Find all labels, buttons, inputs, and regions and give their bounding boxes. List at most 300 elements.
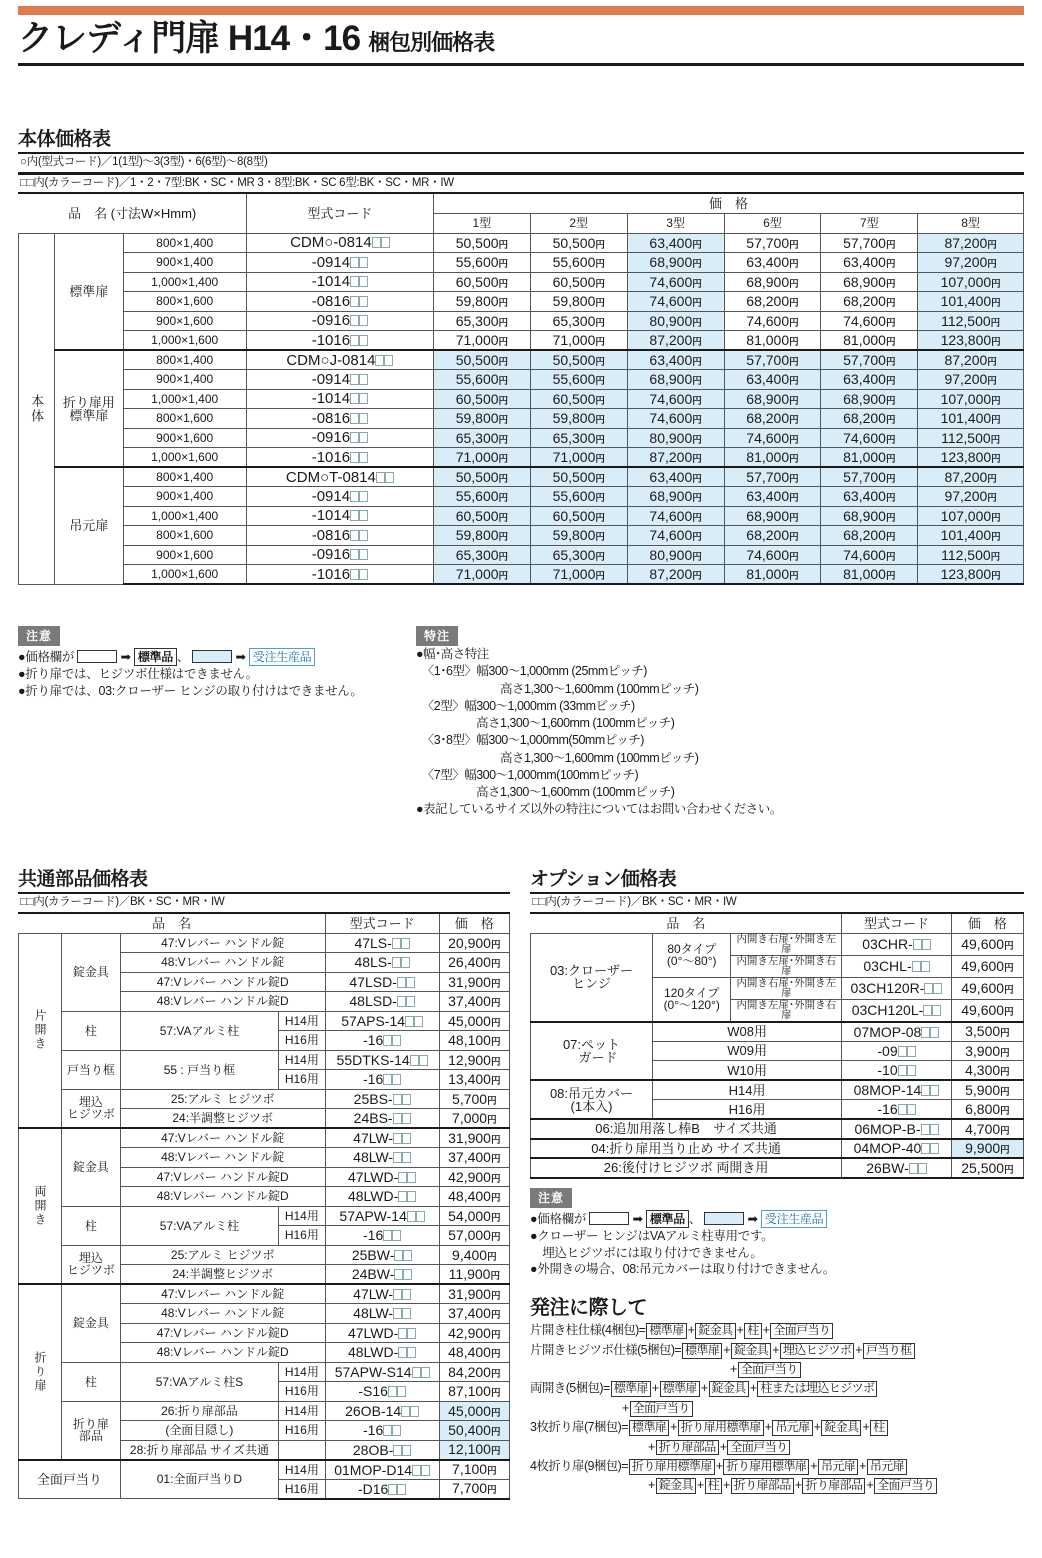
ordering-component: 吊元扉	[867, 1459, 907, 1475]
yen-unit: 円	[498, 395, 509, 407]
table-row	[19, 1284, 510, 1304]
price-value: 87,200	[944, 234, 988, 251]
parts-variant: H16用	[279, 1226, 326, 1246]
body-price-cell	[724, 292, 821, 312]
color-code-box	[359, 257, 368, 268]
option-item-name: 04:折り扉用当り止め サイズ共通	[531, 1139, 842, 1159]
price-value: 57,700	[843, 351, 886, 368]
parts-footer-label: 全面戸当り	[19, 1460, 121, 1499]
color-code-box	[398, 1328, 407, 1339]
color-code-box	[402, 1133, 411, 1144]
body-size-cell: 900×1,600	[123, 545, 246, 565]
price-col-2: 2型	[530, 214, 627, 234]
body-price-cell	[433, 506, 530, 526]
body-size-cell: 800×1,600	[123, 409, 246, 429]
parts-price	[439, 1128, 509, 1148]
body-code-cell	[246, 253, 433, 273]
body-price-cell	[724, 565, 821, 585]
price-value: 37,400	[448, 1149, 491, 1166]
model-code-text: 03CHL-	[863, 958, 912, 975]
yen-unit: 円	[595, 493, 605, 505]
parts-price	[439, 1187, 509, 1207]
option-legend-standard: 標準品	[646, 1210, 689, 1228]
parts-price	[439, 1167, 509, 1187]
body-price-cell	[433, 370, 530, 390]
parts-price	[439, 1460, 509, 1480]
parts-price	[439, 1245, 509, 1265]
body-price-cell	[433, 487, 530, 507]
yen-unit: 円	[498, 278, 509, 290]
price-value: 57,700	[746, 468, 790, 485]
option-code	[842, 999, 952, 1022]
option-group-label: 07:ペット ガード	[531, 1022, 653, 1081]
color-code-box	[912, 961, 921, 972]
yen-unit: 円	[1000, 1066, 1010, 1078]
price-value: 87,200	[944, 468, 988, 485]
body-size-cell: 1,000×1,400	[123, 389, 246, 409]
parts-price	[439, 1148, 509, 1168]
model-code-text: 48LS-	[354, 954, 392, 971]
body-price-cell	[530, 253, 627, 273]
body-price-cell	[433, 526, 530, 546]
table-row	[19, 272, 1024, 292]
body-price-cell	[627, 253, 724, 273]
price-value: 63,400	[843, 371, 886, 388]
yen-unit: 円	[490, 1173, 501, 1185]
body-price-cell	[918, 331, 1024, 351]
yen-unit: 円	[991, 570, 1001, 582]
yen-unit: 円	[1004, 984, 1014, 996]
table-row	[19, 526, 1024, 546]
body-price-cell	[530, 428, 627, 448]
body-price-cell	[530, 565, 627, 585]
yen-unit: 円	[595, 376, 605, 388]
yen-unit: 円	[490, 1368, 501, 1380]
price-value: 60,500	[552, 507, 596, 524]
option-price	[951, 1022, 1023, 1042]
color-code-box	[421, 1465, 430, 1476]
yen-unit: 円	[692, 278, 702, 290]
color-code-box	[898, 1065, 907, 1076]
table-row	[19, 448, 1024, 468]
color-code-box	[350, 276, 359, 287]
parts-item-name: 47:Vレバー ハンドル錠	[120, 1128, 325, 1148]
table-row	[19, 1011, 510, 1031]
color-code-box	[921, 961, 930, 972]
price-value: 74,600	[746, 429, 790, 446]
body-price-cell	[433, 467, 530, 487]
price-value: 49,600	[961, 979, 1005, 996]
yen-unit: 円	[885, 434, 896, 446]
top-accent-bar	[18, 6, 1024, 15]
yen-unit: 円	[1000, 1125, 1010, 1137]
price-value: 81,000	[843, 331, 886, 348]
model-code-text: -0916	[311, 546, 351, 564]
yen-unit: 円	[692, 473, 702, 485]
color-code-box	[403, 1250, 412, 1261]
price-value: 101,400	[940, 410, 992, 427]
body-price-cell	[821, 448, 918, 468]
yen-unit: 円	[987, 259, 997, 271]
parts-code	[325, 1206, 439, 1226]
yen-unit: 円	[498, 376, 509, 388]
yen-unit: 円	[692, 317, 702, 329]
color-code-box	[403, 1269, 412, 1280]
body-price-cell	[433, 331, 530, 351]
tokuchu-line-8: 〈7型〉幅300〜1,000mm(100mmピッチ)	[416, 767, 639, 782]
price-value: 48,400	[448, 1344, 491, 1361]
yen-unit: 円	[991, 395, 1001, 407]
color-code-box	[933, 983, 942, 994]
body-price-cell	[627, 428, 724, 448]
color-code-box	[392, 1230, 401, 1241]
body-size-cell: 1,000×1,400	[123, 506, 246, 526]
parts-code	[325, 1284, 439, 1304]
ordering-component: 全面戸当り	[738, 1362, 801, 1378]
yen-unit: 円	[1000, 1105, 1010, 1117]
parts-price	[439, 992, 509, 1012]
parts-price	[439, 1323, 509, 1343]
ordering-component: 全面戸当り	[770, 1323, 833, 1339]
parts-code	[325, 933, 439, 953]
option-code	[842, 1041, 952, 1061]
parts-subgroup-label: 柱	[62, 1362, 121, 1401]
price-value: 112,500	[941, 429, 991, 446]
parts-subgroup-label: 錠金具	[62, 1284, 121, 1362]
price-value: 25,500	[961, 1159, 1005, 1176]
model-code-text: -1014	[311, 507, 351, 525]
yen-unit: 円	[789, 532, 799, 544]
parts-price	[439, 1284, 509, 1304]
body-price-cell	[821, 565, 918, 585]
option-code	[842, 1119, 952, 1139]
body-size-cell: 800×1,400	[123, 467, 246, 487]
ordering-component: 全面戸当り	[630, 1401, 693, 1417]
parts-item-name: 24:半調整ヒジツボ	[120, 1265, 325, 1285]
body-price-cell	[918, 350, 1024, 370]
parts-item-name: 47:Vレバー ハンドル錠	[120, 1284, 325, 1304]
yen-unit: 円	[789, 336, 799, 348]
model-code-text: -09	[877, 1042, 898, 1059]
price-value: 68,900	[843, 390, 886, 407]
color-code-box	[359, 530, 368, 541]
option-price	[951, 933, 1023, 955]
col-head-code: 型式コード	[246, 194, 433, 233]
price-value: 112,500	[941, 312, 991, 329]
price-value: 13,400	[448, 1071, 491, 1088]
price-value: 68,900	[649, 488, 693, 505]
price-value: 63,400	[649, 234, 693, 251]
yen-unit: 円	[1004, 962, 1014, 974]
price-value: 65,300	[455, 429, 499, 446]
price-value: 63,400	[843, 254, 886, 271]
option-type: 120タイプ (0°〜120°)	[652, 977, 730, 1022]
yen-unit: 円	[490, 1076, 501, 1088]
body-price-cell	[724, 409, 821, 429]
option-swatch-blue	[704, 1212, 744, 1225]
yen-unit: 円	[595, 336, 605, 348]
color-code-box	[350, 393, 359, 404]
model-code-text: 55DTKS-14	[336, 1051, 410, 1068]
parts-item-name: 25:アルミ ヒジツボ	[120, 1089, 325, 1109]
tokuchu-line-7: 高さ1,300〜1,600mm (100mmピッチ)	[416, 750, 699, 765]
yen-unit: 円	[990, 317, 1001, 329]
price-value: 74,600	[649, 527, 693, 544]
body-group-label: 本体	[19, 233, 55, 584]
price-value: 68,900	[649, 371, 693, 388]
ordering-component: 折り扉用標準扉	[723, 1459, 809, 1475]
body-price-cell	[530, 331, 627, 351]
price-value: 49,600	[961, 957, 1005, 974]
parts-price	[439, 1206, 509, 1226]
yen-unit: 円	[789, 453, 799, 465]
price-value: 63,400	[843, 488, 886, 505]
yen-unit: 円	[885, 453, 896, 465]
price-value: 63,400	[746, 488, 790, 505]
price-value: 65,300	[552, 312, 596, 329]
parts-variant	[279, 1440, 326, 1460]
ordering-component: 錠金具	[731, 1343, 771, 1359]
color-code-box	[402, 1094, 411, 1105]
price-col-4: 6型	[724, 214, 821, 234]
price-value: 81,000	[746, 448, 790, 465]
model-code-text: 48LWD-	[347, 1344, 399, 1361]
yen-unit: 円	[490, 998, 501, 1010]
ordering-component: 折り扉用標準扉	[629, 1459, 715, 1475]
color-code-box	[412, 1465, 421, 1476]
yen-unit: 円	[490, 1349, 501, 1361]
body-price-cell	[918, 370, 1024, 390]
ordering-component: 戸当り框	[863, 1343, 915, 1359]
table-row	[531, 1158, 1024, 1178]
parts-code	[325, 1401, 439, 1421]
color-code-box	[402, 1152, 411, 1163]
color-code-box	[406, 977, 415, 988]
parts-code	[325, 1245, 439, 1265]
table-row	[19, 350, 1024, 370]
yen-unit: 円	[789, 259, 799, 271]
body-price-cell	[530, 311, 627, 331]
ordering-line-1: 片開き柱仕様(4梱包)= 標準扉 + 錠金具 + 柱 + 全面戸当り	[530, 1321, 1024, 1340]
tokuchu-lines	[416, 646, 976, 819]
option-code	[842, 955, 952, 977]
color-code-box	[930, 1085, 939, 1096]
yen-unit: 円	[490, 1388, 501, 1400]
yen-unit: 円	[595, 259, 605, 271]
price-value: 68,900	[746, 273, 790, 290]
body-price-cell	[918, 389, 1024, 409]
color-code-box	[407, 1172, 416, 1183]
tokuchu-tag: 特注	[416, 626, 458, 646]
option-price	[951, 1041, 1023, 1061]
price-value: 54,000	[448, 1207, 491, 1224]
price-value: 37,400	[448, 1305, 491, 1322]
price-value: 107,000	[940, 390, 992, 407]
parts-price	[439, 1265, 509, 1285]
parts-price	[439, 1011, 509, 1031]
body-price-cell	[433, 448, 530, 468]
price-value: 42,900	[448, 1324, 491, 1341]
color-code-box	[907, 1046, 916, 1057]
option-price	[951, 999, 1023, 1022]
body-price-cell	[627, 272, 724, 292]
option-type: H16用	[652, 1100, 841, 1120]
color-code-box	[350, 374, 359, 385]
page-title-sub: 梱包別価格表	[368, 30, 495, 55]
parts-item-name: (全面目隠し)	[120, 1421, 278, 1441]
color-code-box	[924, 983, 933, 994]
parts-subgroup-label: 折り扉 部品	[62, 1401, 121, 1460]
parts-group-label: 両開き	[19, 1128, 62, 1284]
body-price-cell	[433, 311, 530, 331]
ordering-component: 折り扉用標準扉	[678, 1420, 764, 1436]
body-section-label: 折り扉用 標準扉	[55, 350, 123, 467]
model-code-text: 57APS-14	[341, 1012, 406, 1029]
yen-unit: 円	[487, 1485, 497, 1497]
price-value: 55,600	[455, 488, 499, 505]
body-price-cell	[918, 253, 1024, 273]
color-code-box	[359, 335, 368, 346]
body-price-heading: 本体価格表	[18, 129, 111, 150]
price-value: 68,200	[746, 527, 790, 544]
color-code-box	[397, 1484, 406, 1495]
parts-price	[439, 1050, 509, 1070]
option-notice-line-1: ●クローザー ヒンジはVAアルミ柱専用です。	[530, 1228, 774, 1243]
price-value: 31,900	[448, 973, 491, 990]
yen-unit: 円	[1000, 1145, 1010, 1157]
yen-unit: 円	[987, 356, 997, 368]
yen-unit: 円	[885, 473, 896, 485]
parts-variant: H14用	[279, 1050, 326, 1070]
color-code-box	[401, 1406, 410, 1417]
table-row	[19, 467, 1024, 487]
price-value: 60,500	[455, 390, 499, 407]
body-price-cell	[724, 545, 821, 565]
yen-unit: 円	[498, 512, 509, 524]
price-value: 3,900	[965, 1042, 1001, 1059]
option-detail: 内開き右扉･外開き左扉	[731, 933, 842, 955]
body-price-cell	[724, 311, 821, 331]
body-price-cell	[530, 409, 627, 429]
price-value: 68,900	[746, 390, 790, 407]
option-code	[842, 1061, 952, 1081]
table-row	[19, 506, 1024, 526]
body-notice-list	[18, 648, 398, 700]
body-price-table	[18, 194, 1024, 585]
price-value: 42,900	[448, 1168, 491, 1185]
color-code-box	[416, 1211, 425, 1222]
color-code-box	[388, 1386, 397, 1397]
body-code-cell	[246, 292, 433, 312]
body-code-cell	[246, 233, 433, 253]
color-code-box	[414, 1016, 423, 1027]
body-price-cell	[627, 448, 724, 468]
price-value: 59,800	[552, 293, 596, 310]
ordering-line-2: 片開きヒジツボ仕様(5梱包)= 標準扉 + 錠金具 + 埋込ヒジツボ + 戸当り框	[530, 1341, 1024, 1360]
body-price-cell	[627, 331, 724, 351]
color-code-box	[376, 472, 385, 483]
price-value: 55,600	[552, 371, 596, 388]
ordering-label: 3枚折り扉(7梱包)=	[530, 1420, 628, 1435]
yen-unit: 円	[692, 415, 702, 427]
price-value: 74,600	[746, 546, 790, 563]
body-price-cell	[821, 467, 918, 487]
option-price-section	[530, 864, 1024, 1496]
ordering-component: 標準扉	[611, 1381, 651, 1397]
color-code-box	[907, 1065, 916, 1076]
model-code-text: 04MOP-40	[853, 1140, 922, 1157]
yen-unit: 円	[885, 415, 896, 427]
parts-price	[439, 1362, 509, 1382]
color-code-box	[412, 1367, 421, 1378]
body-price-cell	[918, 409, 1024, 429]
color-code-box	[921, 1027, 930, 1038]
yen-unit: 円	[490, 1446, 501, 1458]
body-price-cell	[627, 311, 724, 331]
parts-code	[325, 1382, 439, 1402]
yen-unit: 円	[595, 239, 605, 251]
yen-unit: 円	[498, 453, 509, 465]
yen-unit: 円	[991, 453, 1001, 465]
notes-row	[18, 626, 1024, 819]
price-value: 68,200	[843, 293, 886, 310]
body-price-cell	[821, 331, 918, 351]
body-price-cell	[918, 311, 1024, 331]
parts-variant: H16用	[279, 1031, 326, 1051]
model-code-text: 48LWD-	[347, 1188, 399, 1205]
color-code-box	[402, 1445, 411, 1456]
yen-unit: 円	[498, 570, 509, 582]
parts-price	[439, 1031, 509, 1051]
color-code-box	[388, 1484, 397, 1495]
model-code-text: 57APW-S14	[334, 1363, 412, 1380]
yen-unit: 円	[885, 317, 896, 329]
price-value: 3,500	[965, 1023, 1001, 1040]
price-value: 57,700	[746, 234, 790, 251]
model-code-text: 48LW-	[353, 1305, 394, 1322]
option-group-label: 03:クローザー ヒンジ	[531, 933, 653, 1022]
price-value: 12,900	[448, 1051, 491, 1068]
price-value: 84,200	[448, 1363, 491, 1380]
yen-unit: 円	[498, 473, 509, 485]
yen-unit: 円	[595, 453, 605, 465]
option-legend-arrow-1: ➡	[632, 1211, 643, 1226]
parts-price	[439, 1070, 509, 1090]
price-value: 59,800	[455, 527, 499, 544]
ordering-line-7: + 折り扉部品 + 全面戸当り	[530, 1438, 1024, 1457]
table-row	[19, 311, 1024, 331]
model-code-text: 47LS-	[354, 934, 392, 951]
yen-unit: 円	[692, 434, 702, 446]
model-code-text: CDM○-0814	[290, 234, 372, 252]
body-price-cell	[433, 389, 530, 409]
price-value: 71,000	[552, 565, 596, 582]
yen-unit: 円	[885, 570, 896, 582]
price-value: 50,500	[455, 468, 499, 485]
yen-unit: 円	[885, 336, 896, 348]
body-size-cell: 900×1,400	[123, 253, 246, 273]
price-value: 81,000	[746, 331, 790, 348]
price-value: 11,900	[448, 1265, 491, 1282]
yen-unit: 円	[498, 493, 509, 505]
body-size-cell: 1,000×1,400	[123, 272, 246, 292]
yen-unit: 円	[991, 336, 1001, 348]
ordering-component: 吊元扉	[818, 1459, 858, 1475]
body-price-cell	[821, 233, 918, 253]
ordering-component: 全面戸当り	[727, 1440, 790, 1456]
body-price-cell	[530, 272, 627, 292]
option-code	[842, 977, 952, 999]
